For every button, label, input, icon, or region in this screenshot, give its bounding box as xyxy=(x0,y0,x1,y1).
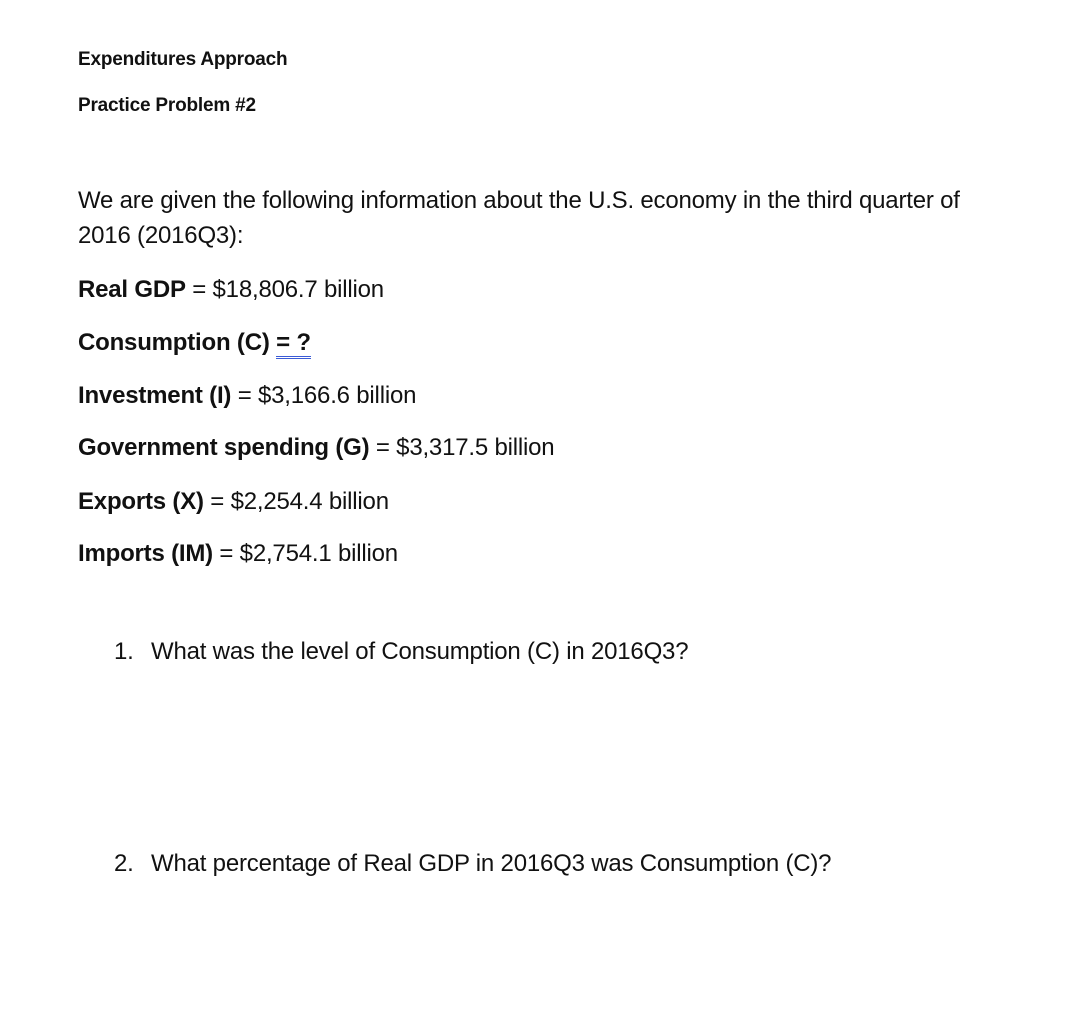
given-government-spending xyxy=(78,434,554,462)
question-number: 1. xyxy=(114,638,134,665)
intro-paragraph: We are given the following information about the U.S. economy in the third quarter of 2016 (2016Q3): xyxy=(78,187,960,249)
given-label: Imports (IM) xyxy=(78,540,213,567)
question-2 xyxy=(114,850,831,878)
given-value-unknown: = ? xyxy=(276,329,311,359)
question-text: What was the level of Consumption (C) in 2016Q3? xyxy=(151,638,689,665)
given-consumption xyxy=(78,329,311,357)
question-1 xyxy=(114,638,688,666)
given-imports xyxy=(78,540,398,568)
given-value: = $2,754.1 billion xyxy=(212,540,398,567)
given-label: Investment (I) xyxy=(78,382,232,409)
given-label: Government spending (G) xyxy=(78,434,370,461)
given-value: = $2,254.4 billion xyxy=(203,488,389,515)
given-label: Exports (X) xyxy=(78,488,204,515)
question-number: 2. xyxy=(114,850,134,877)
given-investment xyxy=(78,382,416,410)
question-text: What percentage of Real GDP in 2016Q3 was Consumption (C)? xyxy=(151,850,832,877)
document-subtitle: Practice Problem #2 xyxy=(78,95,256,116)
given-value: = $3,166.6 billion xyxy=(231,382,417,409)
given-value: = $3,317.5 billion xyxy=(369,434,555,461)
document-title: Expenditures Approach xyxy=(78,49,288,70)
given-exports xyxy=(78,488,389,516)
given-value: = $18,806.7 billion xyxy=(185,276,384,303)
given-real-gdp xyxy=(78,276,384,304)
given-label: Consumption (C) xyxy=(78,329,277,356)
given-label: Real GDP xyxy=(78,276,186,303)
